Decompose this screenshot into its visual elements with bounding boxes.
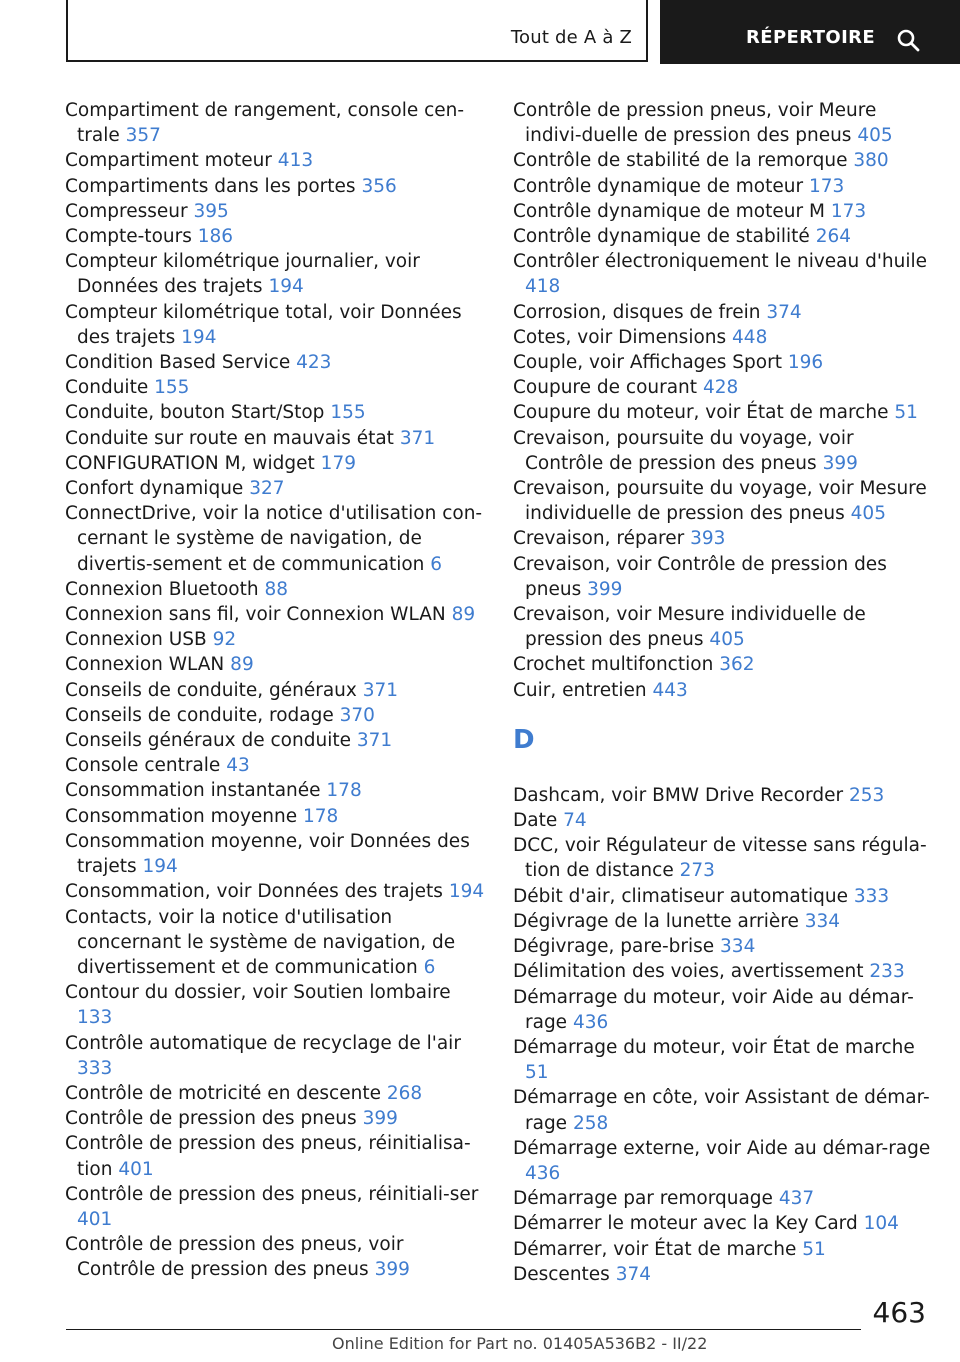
search-icon[interactable]: [896, 28, 920, 52]
index-entry: [65, 778, 485, 803]
index-entry: [65, 1106, 485, 1131]
page-link[interactable]: 334: [804, 910, 841, 932]
index-entry-text: ConnectDrive, voir la notice d'utilisation con-cernant le système de navigation, de divertis-sement et de communication: [65, 503, 483, 575]
index-entry: [65, 1031, 485, 1081]
index-entry: [65, 1232, 485, 1282]
index-entry: [513, 300, 933, 325]
page-link[interactable]: 194: [142, 856, 178, 878]
index-entry: [513, 174, 933, 199]
index-entry-text: Débit d'air, climatiseur automatique: [513, 885, 848, 907]
section-letter: D: [513, 724, 535, 755]
index-entry-text: Démarrage en côte, voir Assistant de démar-rage: [513, 1087, 930, 1134]
page-link[interactable]: 436: [525, 1162, 561, 1184]
page-link[interactable]: 374: [615, 1263, 652, 1285]
index-entry: [513, 98, 933, 148]
index-entry: [65, 400, 485, 425]
page-link[interactable]: 104: [863, 1213, 899, 1235]
index-entry: [513, 400, 933, 425]
page-link[interactable]: 401: [77, 1208, 113, 1230]
index-entry-text: Contrôle de pression des pneus, réinitiali-ser: [65, 1183, 479, 1205]
page-link[interactable]: 448: [732, 326, 768, 348]
index-entry-text: Crevaison, voir Mesure individuelle de pression des pneus: [513, 604, 866, 651]
index-entry: [513, 1237, 933, 1262]
index-entry-text: Consommation, voir Données des trajets: [65, 881, 443, 903]
page-link[interactable]: 380: [853, 150, 889, 172]
index-group-c: [513, 98, 933, 703]
index-entry: [513, 350, 933, 375]
index-entry-text: Conseils de conduite, rodage: [65, 704, 334, 726]
index-entry-text: Dégivrage, pare-brise: [513, 936, 715, 958]
index-entry: [65, 905, 485, 981]
page-link[interactable]: 413: [277, 150, 314, 172]
index-entry-text: Démarrage du moteur, voir État de marche: [513, 1036, 915, 1058]
index-entry-text: Crevaison, poursuite du voyage, voir Mesure individuelle de pression des pneus: [513, 478, 927, 525]
index-entry-text: Contrôle dynamique de moteur M: [513, 200, 825, 222]
index-entry-text: Contrôle de pression pneus, voir Meure indivi-duelle de pression des pneus: [513, 100, 877, 147]
index-entry: [513, 959, 933, 984]
index-entry: [65, 703, 485, 728]
index-entry-text: Délimitation des voies, avertissement: [513, 961, 864, 983]
index-entry: [513, 476, 933, 526]
page-link[interactable]: 399: [374, 1259, 410, 1281]
index-entry: [65, 426, 485, 451]
index-entry: [513, 224, 933, 249]
index-entry-text: Contrôle de pression des pneus, réinitialisa-tion: [65, 1133, 471, 1180]
tab-a-to-z[interactable]: [66, 0, 648, 62]
index-entry: [513, 199, 933, 224]
page-link[interactable]: 51: [894, 402, 918, 424]
page-link[interactable]: 437: [778, 1188, 815, 1210]
index-entry-text: Compteur kilométrique journalier, voir Données des trajets: [65, 251, 420, 298]
index-entry-text: Conduite, bouton Start/Stop: [65, 402, 325, 424]
index-entry: [513, 808, 933, 833]
index-entry-text: Crevaison, voir Contrôle de pression des pneus: [513, 553, 887, 600]
index-entry-text: Conseils de conduite, généraux: [65, 679, 357, 701]
index-entry-text: Démarrage du moteur, voir Aide au démar-rage: [513, 986, 914, 1033]
index-entry: [513, 148, 933, 173]
index-entry: [65, 501, 485, 577]
index-entry: [513, 783, 933, 808]
index-entry: [65, 199, 485, 224]
index-entry-text: Compartiment de rangement, console cen-trale: [65, 100, 465, 147]
page-link[interactable]: 6: [430, 553, 443, 575]
page-link[interactable]: 194: [268, 276, 304, 298]
index-entry: [65, 678, 485, 703]
index-entry: [513, 678, 933, 703]
index-entry: [513, 1085, 933, 1135]
index-entry-text: Contrôle dynamique de moteur: [513, 175, 804, 197]
index-entry-text: Cotes, voir Dimensions: [513, 326, 727, 348]
page-link[interactable]: 92: [212, 629, 237, 651]
page-link[interactable]: 418: [525, 276, 561, 298]
page-link[interactable]: 443: [652, 679, 688, 701]
index-entry: [65, 148, 485, 173]
index-entry: [65, 627, 485, 652]
index-entry: [65, 174, 485, 199]
index-entry-text: Contacts, voir la notice d'utilisation concernant le système de navigation, de divertissement et de communication: [65, 906, 456, 978]
index-entry: [513, 934, 933, 959]
page-link[interactable]: 51: [802, 1238, 826, 1260]
page-link[interactable]: 89: [451, 604, 476, 626]
page-link[interactable]: 357: [125, 125, 161, 147]
index-entry-text: Connexion Bluetooth: [65, 578, 259, 600]
index-entry-text: Compartiments dans les portes: [65, 175, 356, 197]
index-entry-text: Crevaison, réparer: [513, 528, 685, 550]
index-entry-text: Console centrale: [65, 755, 221, 777]
index-entry: [65, 829, 485, 879]
index-entry: [65, 879, 485, 904]
index-entry: [65, 249, 485, 299]
index-entry-text: Date: [513, 810, 558, 832]
page-link[interactable]: 436: [572, 1011, 609, 1033]
index-entry-text: Démarrage externe, voir Aide au démar-rage: [513, 1137, 931, 1159]
page-link[interactable]: 428: [702, 377, 739, 399]
index-entry-text: Contrôle de pression des pneus: [65, 1108, 357, 1130]
index-entry: [513, 1136, 933, 1186]
index-entry: [513, 325, 933, 350]
page-link[interactable]: 194: [448, 881, 485, 903]
index-entry: [513, 652, 933, 677]
index-entry: [65, 652, 485, 677]
index-entry: [65, 224, 485, 249]
page-link[interactable]: 333: [853, 885, 890, 907]
index-entry-text: Contrôle de motricité en descente: [65, 1082, 381, 1104]
tab-index-label: RÉPERTOIRE: [746, 27, 876, 48]
index-entry: [513, 985, 933, 1035]
index-entry-text: Démarrage par remorquage: [513, 1188, 773, 1210]
index-entry-text: Contrôle automatique de recyclage de l'air: [65, 1032, 461, 1054]
index-entry-text: Crochet multifonction: [513, 654, 714, 676]
page-link[interactable]: 423: [296, 352, 332, 374]
index-entry: [65, 476, 485, 501]
page-link[interactable]: 399: [587, 578, 623, 600]
page-link[interactable]: 74: [563, 810, 587, 832]
index-entry: [65, 350, 485, 375]
page-link[interactable]: 51: [525, 1062, 549, 1084]
page-number: 463: [872, 1296, 926, 1329]
index-entry: [65, 300, 485, 350]
index-entry-text: Démarrer le moteur avec la Key Card: [513, 1213, 858, 1235]
index-group-d: [513, 783, 933, 1287]
page-link[interactable]: 371: [362, 679, 399, 701]
index-entry-text: Contrôler électroniquement le niveau d'huile: [513, 251, 928, 273]
index-entry-text: Condition Based Service: [65, 352, 291, 374]
page-link[interactable]: 371: [399, 427, 436, 449]
index-entry-text: Cuir, entretien: [513, 679, 647, 701]
page-link[interactable]: 155: [330, 402, 366, 424]
page-link[interactable]: 186: [197, 226, 234, 248]
index-entry: [65, 980, 485, 1030]
index-entry-text: Conseils généraux de conduite: [65, 730, 351, 752]
page-link[interactable]: 6: [423, 956, 436, 978]
page-link[interactable]: 371: [356, 730, 393, 752]
index-entry: [513, 1211, 933, 1236]
page-link[interactable]: 173: [808, 175, 845, 197]
index-entry: [65, 1081, 485, 1106]
index-entry-text: Coupure du moteur, voir État de marche: [513, 402, 889, 424]
index-entry-text: Compte-tours: [65, 226, 192, 248]
page-link[interactable]: 155: [154, 377, 190, 399]
index-entry: [65, 753, 485, 778]
index-entry-text: Corrosion, disques de frein: [513, 301, 761, 323]
page-link[interactable]: 133: [77, 1007, 113, 1029]
edition-note: Online Edition for Part no. 01405A536B2 - II/22: [332, 1334, 708, 1353]
index-entry-text: Dashcam, voir BMW Drive Recorder: [513, 784, 844, 806]
index-entry-text: Confort dynamique: [65, 478, 244, 500]
page-link[interactable]: 399: [822, 452, 858, 474]
index-entry-text: Contrôle de pression des pneus, voir Contrôle de pression des pneus: [65, 1234, 404, 1281]
page-link[interactable]: 253: [848, 784, 885, 806]
index-entry: [65, 804, 485, 829]
tab-index[interactable]: [660, 0, 960, 64]
page-link[interactable]: 370: [339, 704, 375, 726]
index-entry-text: Consommation moyenne: [65, 805, 298, 827]
index-column-left: [65, 98, 485, 1283]
index-entry-text: Consommation instantanée: [65, 780, 321, 802]
index-entry-text: Crevaison, poursuite du voyage, voir Contrôle de pression des pneus: [513, 427, 854, 474]
index-entry: [513, 833, 933, 883]
index-entry-text: Contrôle dynamique de stabilité: [513, 226, 810, 248]
index-entry: [513, 552, 933, 602]
index-entry: [513, 909, 933, 934]
page-link[interactable]: 89: [230, 654, 254, 676]
index-entry: [513, 884, 933, 909]
index-entry-text: Coupure de courant: [513, 377, 698, 399]
index-entry-text: Descentes: [513, 1263, 610, 1285]
index-entry: [65, 1182, 485, 1232]
index-entry: [65, 728, 485, 753]
page-link[interactable]: 333: [77, 1057, 113, 1079]
index-entry-text: Compteur kilométrique total, voir Données des trajets: [65, 301, 462, 348]
page-link[interactable]: 196: [787, 352, 824, 374]
index-entry-text: Conduite sur route en mauvais état: [65, 427, 394, 449]
page-link[interactable]: 401: [118, 1158, 154, 1180]
index-entry-text: Connexion USB: [65, 629, 207, 651]
index-entry-text: CONFIGURATION M, widget: [65, 452, 315, 474]
footer-divider: [66, 1329, 861, 1330]
index-entry-text: Couple, voir Affichages Sport: [513, 352, 782, 374]
index-entry: [65, 98, 485, 148]
index-entry-text: Dégivrage de la lunette arrière: [513, 910, 799, 932]
index-entry: [65, 1131, 485, 1181]
page-link[interactable]: 178: [326, 780, 362, 802]
index-entry: [513, 526, 933, 551]
index-entry: [513, 426, 933, 476]
page-link[interactable]: 405: [850, 503, 886, 525]
index-entry: [65, 577, 485, 602]
index-entry-text: Compresseur: [65, 200, 188, 222]
page-link[interactable]: 264: [815, 226, 852, 248]
index-entry: [513, 375, 933, 400]
index-entry-text: Démarrer, voir État de marche: [513, 1238, 797, 1260]
index-entry-text: Connexion WLAN: [65, 654, 225, 676]
page-link[interactable]: 374: [766, 301, 802, 323]
page-link[interactable]: 194: [181, 326, 217, 348]
page-link[interactable]: 334: [720, 936, 756, 958]
index-entry: [513, 249, 933, 299]
page-link[interactable]: 393: [690, 528, 726, 550]
index-entry: [513, 1186, 933, 1211]
tab-a-to-z-label: Tout de A à Z: [510, 27, 632, 48]
page-link[interactable]: 88: [264, 578, 289, 600]
page-link[interactable]: 399: [362, 1108, 398, 1130]
index-entry: [513, 602, 933, 652]
page-link[interactable]: 273: [679, 860, 715, 882]
page-link[interactable]: 179: [320, 452, 356, 474]
page-link[interactable]: 356: [361, 175, 397, 197]
index-entry-text: Conduite: [65, 377, 149, 399]
page-link[interactable]: 405: [709, 629, 745, 651]
index-entry: [65, 602, 485, 627]
page-link[interactable]: 258: [572, 1112, 609, 1134]
index-entry: [65, 375, 485, 400]
index-entry: [513, 1035, 933, 1085]
page-link[interactable]: 405: [857, 125, 893, 147]
index-entry-text: Contrôle de stabilité de la remorque: [513, 150, 848, 172]
page-link[interactable]: 173: [830, 200, 867, 222]
index-entry-text: Contour du dossier, voir Soutien lombaire: [65, 982, 451, 1004]
index-entry: [513, 1262, 933, 1287]
index-entry: [65, 451, 485, 476]
page-link[interactable]: 178: [303, 805, 339, 827]
page-link[interactable]: 43: [226, 755, 250, 777]
page-link[interactable]: 362: [719, 654, 755, 676]
index-entry-text: Compartiment moteur: [65, 150, 272, 172]
page-link[interactable]: 327: [249, 478, 285, 500]
index-column-right: [513, 98, 933, 1287]
index-entry-text: DCC, voir Régulateur de vitesse sans régula-tion de distance: [513, 835, 927, 882]
page-link[interactable]: 233: [869, 961, 905, 983]
index-entry-text: Connexion sans fil, voir Connexion WLAN: [65, 604, 446, 626]
index-entry-text: Consommation moyenne, voir Données des trajets: [65, 830, 470, 878]
page-link[interactable]: 268: [386, 1082, 423, 1104]
page-link[interactable]: 395: [193, 200, 229, 222]
